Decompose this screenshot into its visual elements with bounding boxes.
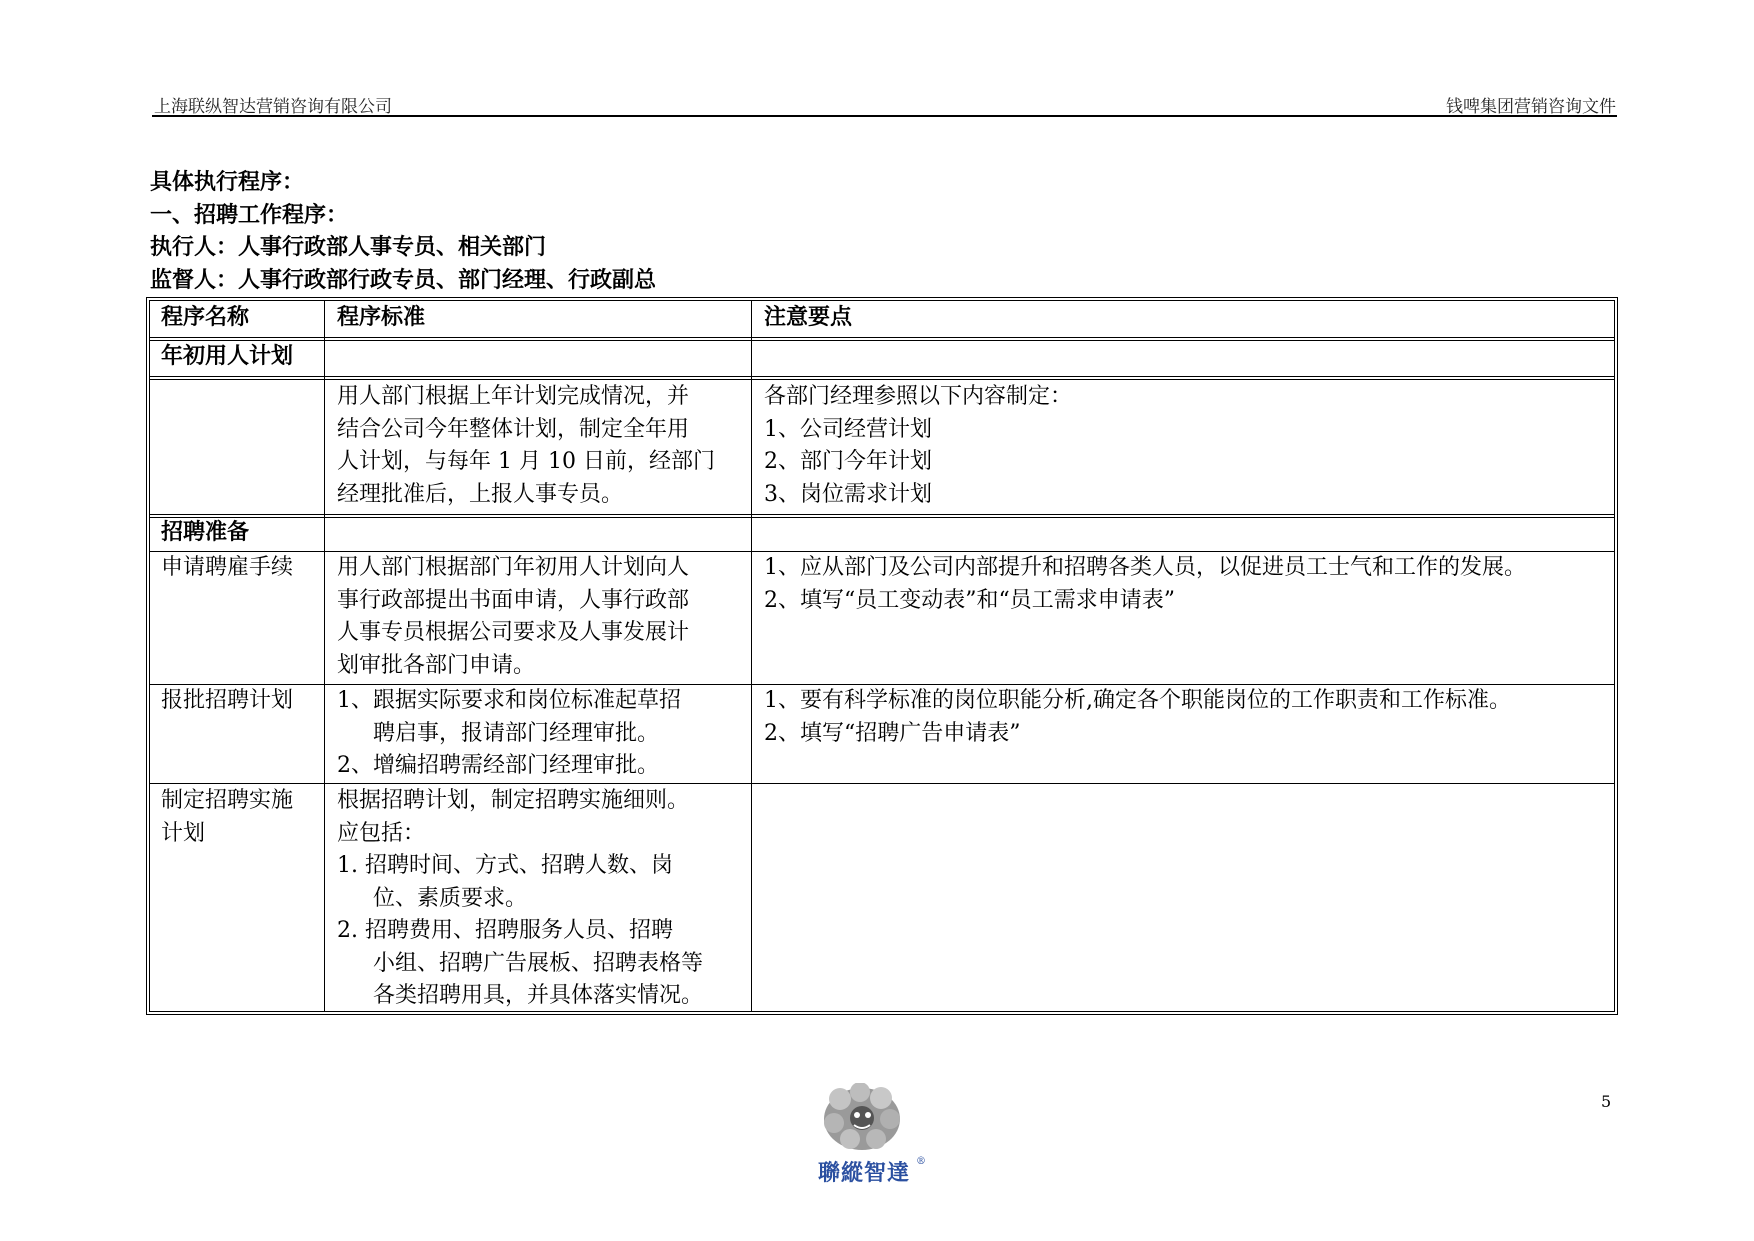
row3-name: 报批招聘计划 (161, 688, 294, 713)
intro-block (150, 167, 656, 297)
header-procedure-standard: 程序标准 (337, 305, 426, 330)
header-procedure-name: 程序名称 (161, 305, 250, 330)
row2-notes: 1、应从部门及公司内部提升和招聘各类人员，以促进员工士气和工作的发展。 2、填写“员工变动表”和“员工需求申请表” (764, 555, 1526, 613)
row4-standard: 根据招聘计划，制定招聘实施细则。 应包括： 1. 招聘时间、方式、招聘人数、岗 位、素质要求。 2. 招聘费用、招聘服务人员、招聘 小组、招聘广告展板、招聘表格等 各类招聘用具，并具体落实情况。 (337, 788, 704, 1008)
logo-wordmark: 聯縱智達 (817, 1161, 910, 1186)
col-divider-2 (751, 301, 752, 1011)
executor-line: 执行人：人事行政部人事专员、相关部门 (150, 235, 547, 260)
company-logo (800, 1083, 926, 1193)
header-company: 上海联纵智达营销咨询有限公司 (154, 97, 392, 117)
supervisor-line: 监督人：人事行政部行政专员、部门经理、行政副总 (150, 267, 657, 293)
row3-standard: 1、跟据实际要求和岗位标准起草招 聘启事，报请部门经理审批。 2、增编招聘需经部门经理审批。 (337, 688, 681, 778)
header-rule (152, 115, 1617, 117)
row2-standard: 用人部门根据部门年初用人计划向人 事行政部提出书面申请，人事行政部 人事专员根据公司要求及人事发展计 划审批各部门申请。 (337, 555, 690, 678)
header-document-title: 钱啤集团营销咨询文件 (1446, 97, 1616, 117)
lion-emblem-icon (820, 1083, 904, 1153)
row-divider-row1 (150, 514, 1614, 518)
section-title: 一、招聘工作程序： (150, 202, 349, 228)
section-annual-plan: 年初用人计划 (161, 344, 294, 369)
row4-name: 制定招聘实施 计划 (161, 788, 294, 846)
intro-heading: 具体执行程序： (150, 170, 305, 195)
row-divider-section1 (150, 376, 1614, 380)
row3-notes: 1、要有科学标准的岗位职能分析,确定各个职能岗位的工作职责和工作标准。 2、填写“招聘广告申请表” (764, 688, 1511, 746)
section-recruit-prep: 招聘准备 (161, 520, 250, 545)
row-divider-header (150, 337, 1614, 341)
row2-name: 申请聘雇手续 (161, 555, 294, 580)
registered-mark-icon: ® (916, 1156, 926, 1167)
row1-notes: 各部门经理参照以下内容制定： 1、公司经营计划 2、部门今年计划 3、岗位需求计划 (764, 384, 1073, 507)
procedure-table (146, 297, 1618, 1015)
header-key-points: 注意要点 (764, 305, 853, 330)
col-divider-1 (324, 301, 325, 1011)
row-divider-row3 (150, 783, 1614, 784)
page-number: 5 (1601, 1092, 1612, 1111)
row1-standard: 用人部门根据上年计划完成情况，并 结合公司今年整体计划，制定全年用 人计划，与每年 1 月 10 日前，经部门 经理批准后，上报人事专员。 (337, 384, 715, 507)
